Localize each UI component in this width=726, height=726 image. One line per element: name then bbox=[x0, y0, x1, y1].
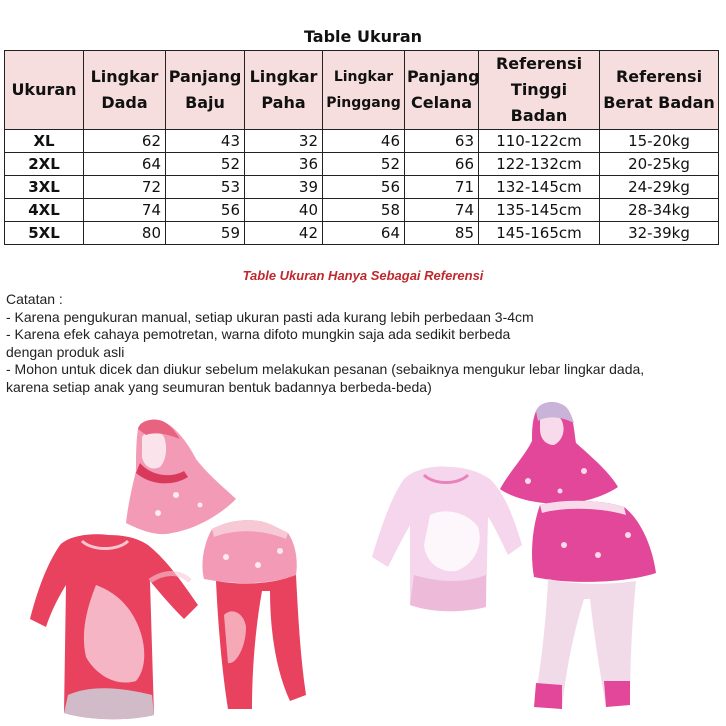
set-2-shirt bbox=[372, 467, 522, 612]
panjang-celana-cell: 74 bbox=[405, 199, 479, 222]
table-row bbox=[5, 153, 719, 176]
set-2-hood bbox=[500, 402, 618, 504]
size-cell: 4XL bbox=[5, 199, 84, 222]
tinggi-badan-cell: 145-165cm bbox=[479, 222, 600, 245]
berat-badan-cell: 28-34kg bbox=[600, 199, 719, 222]
lingkar-dada-cell: 80 bbox=[84, 222, 166, 245]
set-1-hood bbox=[126, 420, 236, 534]
lingkar-paha-cell: 36 bbox=[245, 153, 323, 176]
note-line: - Karena efek cahaya pemotretan, warna difoto mungkin saja ada sedikit berbeda bbox=[6, 326, 511, 343]
header-tinggi-badan: Referensi Tinggi Badan bbox=[479, 51, 600, 130]
table-row bbox=[5, 176, 719, 199]
size-cell: 3XL bbox=[5, 176, 84, 199]
panjang-celana-cell: 85 bbox=[405, 222, 479, 245]
panjang-celana-cell: 66 bbox=[405, 153, 479, 176]
tinggi-badan-cell: 132-145cm bbox=[479, 176, 600, 199]
size-table bbox=[4, 50, 719, 245]
lingkar-paha-cell: 40 bbox=[245, 199, 323, 222]
lingkar-dada-cell: 64 bbox=[84, 153, 166, 176]
header-ukuran: Ukuran bbox=[5, 51, 84, 130]
header-lingkar-dada: Lingkar Dada bbox=[84, 51, 166, 130]
size-cell: 2XL bbox=[5, 153, 84, 176]
tinggi-badan-cell: 110-122cm bbox=[479, 130, 600, 153]
header-row bbox=[5, 51, 719, 130]
lingkar-dada-cell: 72 bbox=[84, 176, 166, 199]
set-2-skirt-pants bbox=[532, 501, 656, 709]
notes-heading: Catatan : bbox=[6, 291, 63, 307]
set-1-skirt-pants bbox=[202, 520, 306, 709]
panjang-celana-cell: 63 bbox=[405, 130, 479, 153]
note-line: dengan produk asli bbox=[6, 343, 125, 360]
panjang-celana-cell: 71 bbox=[405, 176, 479, 199]
table-row bbox=[5, 199, 719, 222]
lingkar-pinggang-cell: 58 bbox=[323, 199, 405, 222]
lingkar-dada-cell: 62 bbox=[84, 130, 166, 153]
header-lingkar-paha: Lingkar Paha bbox=[245, 51, 323, 130]
panjang-baju-cell: 43 bbox=[166, 130, 245, 153]
size-cell: XL bbox=[5, 130, 84, 153]
note-line: - Karena pengukuran manual, setiap ukuran pasti ada kurang lebih perbedaan 3-4cm bbox=[6, 308, 534, 325]
panjang-baju-cell: 59 bbox=[166, 222, 245, 245]
header-panjang-baju: Panjang Baju bbox=[166, 51, 245, 130]
panjang-baju-cell: 52 bbox=[166, 153, 245, 176]
lingkar-dada-cell: 74 bbox=[84, 199, 166, 222]
lingkar-pinggang-cell: 56 bbox=[323, 176, 405, 199]
lingkar-pinggang-cell: 52 bbox=[323, 153, 405, 176]
lingkar-paha-cell: 39 bbox=[245, 176, 323, 199]
set-1-shirt bbox=[30, 534, 198, 719]
tinggi-badan-cell: 135-145cm bbox=[479, 199, 600, 222]
berat-badan-cell: 24-29kg bbox=[600, 176, 719, 199]
notes-block bbox=[6, 291, 722, 397]
table-row bbox=[5, 222, 719, 245]
panjang-baju-cell: 53 bbox=[166, 176, 245, 199]
tinggi-badan-cell: 122-132cm bbox=[479, 153, 600, 176]
reference-note: Table Ukuran Hanya Sebagai Referensi bbox=[242, 268, 484, 283]
lingkar-paha-cell: 42 bbox=[245, 222, 323, 245]
table-row bbox=[5, 130, 719, 153]
berat-badan-cell: 15-20kg bbox=[600, 130, 719, 153]
header-berat-badan: Referensi Berat Badan bbox=[600, 51, 719, 130]
berat-badan-cell: 32-39kg bbox=[600, 222, 719, 245]
header-panjang-celana: Panjang Celana bbox=[405, 51, 479, 130]
lingkar-pinggang-cell: 64 bbox=[323, 222, 405, 245]
lingkar-paha-cell: 32 bbox=[245, 130, 323, 153]
size-cell: 5XL bbox=[5, 222, 84, 245]
note-line: karena setiap anak yang seumuran bentuk badannya berbeda-beda) bbox=[6, 378, 432, 395]
berat-badan-cell: 20-25kg bbox=[600, 153, 719, 176]
panjang-baju-cell: 56 bbox=[166, 199, 245, 222]
table-title: Table Ukuran bbox=[303, 27, 423, 46]
note-line: - Mohon untuk dicek dan diukur sebelum melakukan pesanan (sebaiknya mengukur lebar lingkar dada, bbox=[6, 361, 645, 378]
lingkar-pinggang-cell: 46 bbox=[323, 130, 405, 153]
header-lingkar-pinggang: Lingkar Pinggang bbox=[323, 51, 405, 130]
product-photos bbox=[0, 395, 726, 726]
